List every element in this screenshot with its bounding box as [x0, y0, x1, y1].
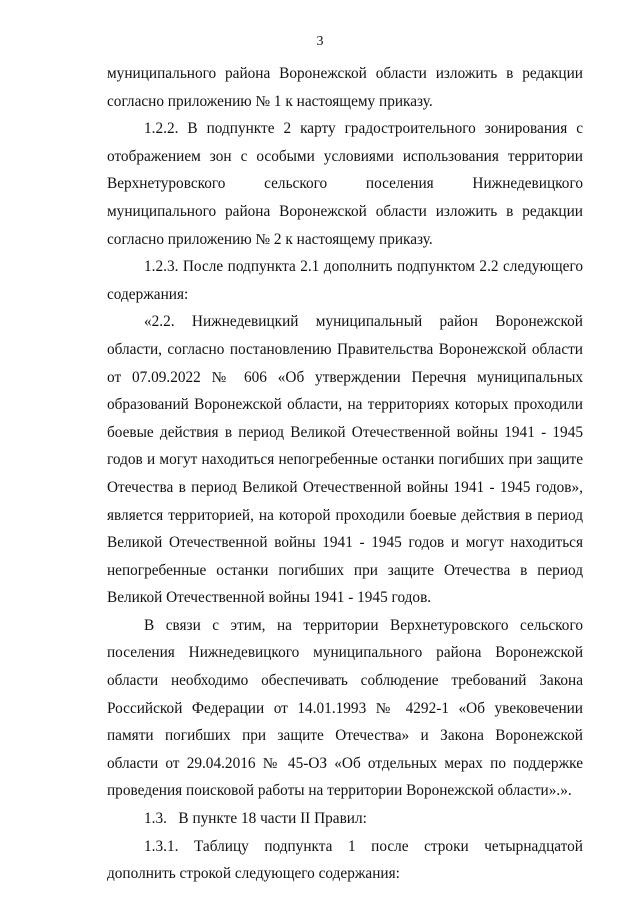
paragraph-1-3: 1.3. В пункте 18 части II Правил: [144, 810, 367, 828]
page-number: 3 [316, 34, 324, 49]
paragraph-1-3-1: 1.3.1. Таблицу подпункта 1 после строки четырнадцатой дополнить строкой следующего содержания: [107, 837, 583, 883]
paragraph-1-2-2: 1.2.2. В подпункте 2 карту градостроительного зонирования с отображением зон с особыми условиями использования территории Верхнетуровского сельского поселения Нижнедевицкого муниципального района Воронежской области изложить в редакции согласно приложению № 2 к настоящему приказу. [107, 120, 583, 248]
paragraph-1-2-3: 1.2.3. После подпункта 2.1 дополнить подпунктом 2.2 следующего содержания: [107, 258, 583, 303]
paragraph-in-connection: В связи с этим, на территории Верхнетуровского сельского поселения Нижнедевицкого муниципального района Воронежской области необходимо обеспечивать соблюдение требований Закона Российской Федерации от 14.01.1993 № 4292-1 «Об увековечении памяти погибших при защите Отечества» и Закона Воронежской области от 29.04.2016 № 45-ОЗ «Об отдельных мерах по поддержке проведения поисковой работы на территории Воронежской области».». [107, 616, 583, 800]
paragraph-continuation: муниципального района Воронежской области изложить в редакции согласно приложению № 1 к настоящему приказу. [107, 65, 583, 110]
document-body [107, 60, 583, 888]
paragraph-2-2-quote: «2.2. Нижнедевицкий муниципальный район Воронежской области, согласно постановлению Правительства Воронежской области от 07.09.2022 № 606 «Об утверждении Перечня муниципальных образований Воронежской области, на территориях которых проходили боевые действия в период Великой Отечественной войны 1941 - 1945 годов и могут находиться непогребенные останки погибших при защите Отечества в период Великой Отечественной войны 1941 - 1945 годов», является территорией, на которой проходили боевые действия в период Великой Отечественной войны 1941 - 1945 годов и могут находиться непогребенные останки погибших при защите Отечества в период Великой Отечественной войны 1941 - 1945 годов. [107, 313, 583, 607]
